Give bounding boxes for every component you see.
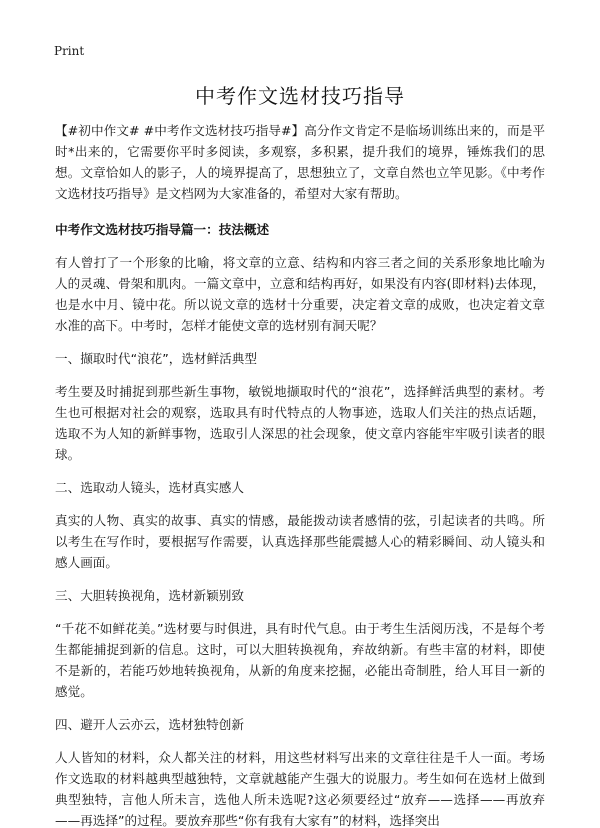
section-heading: 中考作文选材技巧指导篇一：技法概述 xyxy=(55,222,270,237)
paragraph-2: 真实的人物、真实的故事、真实的情感，最能拨动读者感情的弦，引起读者的共鸣。所以考生在写作时，要根据写作需要，认真选择那些能震撼人心的精彩瞬间、动人镜头和感人画面。 xyxy=(55,513,545,570)
subheading-2: 二、选取动人镜头，选材真实感人 xyxy=(55,480,244,495)
subheading-1: 一、撷取时代“浪花”，选材鲜活典型 xyxy=(55,351,257,366)
intro-paragraph: 【#初中作文# #中考作文选材技巧指导#】高分作文肯定不是临场训练出来的，而是平时*出来的，它需要你平时多阅读，多观察，多积累，提升我们的境界，锤炼我们的思想。文章恰如人的影子，人的境界提高了，思想独立了，文章自然也立竿见影。《中考作文选材技巧指导》是文档网为大家准备的，希望对大家有帮助。 xyxy=(55,123,545,201)
paragraph-4: 人人皆知的材料，众人都关注的材料，用这些材料写出来的文章往往是千人一面。考场作文选取的材料越典型越独特，文章就越能产生强大的说服力。考生如何在选材上做到典型独特，言他人所未言，选他人所未选呢?这必须要经过“放弃——选择——再放弃——再选择”的过程。要放弃那些“你有我有大家有”的材料，选择突出 xyxy=(55,750,545,828)
section-paragraph: 有人曾打了一个形象的比喻，将文章的立意、结构和内容三者之间的关系形象地比喻为人的灵魂、骨架和肌肉。一篇文章中，立意和结构再好，如果没有内容(即材料)去体现，也是水中月、镜中花。所以说文章的选材十分重要，决定着文章的成败，也决定着文章水准的高下。中考时，怎样才能使文章的选材别有洞天呢？ xyxy=(55,255,545,333)
paragraph-1: 考生要及时捕捉到那些新生事物，敏锐地撷取时代的“浪花”，选择鲜活典型的素材。考生也可根据对社会的观察，选取具有时代特点的人物事迹，选取人们关注的热点话题，选取不为人知的新鲜事物，选取引人深思的社会现象，使文章内容能牢牢吸引读者的眼球。 xyxy=(55,384,545,462)
subheading-3: 三、大胆转换视角，选材新颖别致 xyxy=(55,588,244,603)
subheading-4: 四、避开人云亦云，选材独特创新 xyxy=(55,717,244,732)
paragraph-3: “千花不如鲜花美。”选材要与时俱进，具有时代气息。由于考生生活阅历浅，不是每个考生都能捕捉到新的信息。这时，可以大胆转换视角，弃故纳新。有些丰富的材料，即使不是新的，若能巧妙地转换视角，从新的角度来挖掘，必能出奇制胜，给人耳目一新的感觉。 xyxy=(55,621,545,699)
article-body xyxy=(55,120,545,828)
print-link[interactable]: Print xyxy=(54,44,85,58)
page-title: 中考作文选材技巧指导 xyxy=(195,84,405,108)
